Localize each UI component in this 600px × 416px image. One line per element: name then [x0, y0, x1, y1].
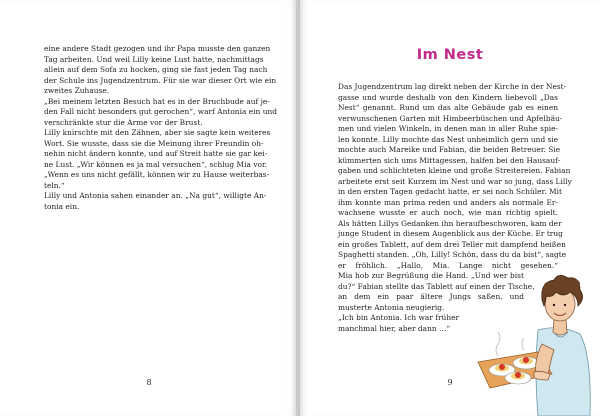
text-line: gaben und schlichteten kleine und große Streitereien. Fabian	[338, 166, 571, 175]
text-line: Nest“ genannt. Rund um das alte Gebäude gab es einen	[338, 103, 558, 112]
text-line: „Ich bin Antonia. Ich war früher	[338, 313, 460, 322]
text-line: verwunschenen Garten mit Himbeerbüschen und Apfelbäu-	[338, 113, 563, 123]
text-line: ein großes Tablett, auf dem drei Teller mit dampfend heißen	[338, 239, 566, 249]
text-line: er fröhlich. „Hallo, Mia. Lange nicht gesehen.“	[338, 260, 558, 270]
text-line: kümmerten sich ums Mittagessen, halfen bei den Hausauf-	[338, 155, 561, 165]
text-line: Wort. Sie wusste, dass sie die Meinung ihrer Freundin oh-	[44, 138, 264, 148]
chapter-title: Im Nest	[416, 47, 484, 63]
text-line: wachsene wusste er auch noch, wie man richtig spielt.	[338, 208, 558, 217]
text-line: „Wenn es uns nicht gefällt, können wir zu Hause weiterbas-	[44, 170, 270, 179]
left-page-number: 8	[146, 378, 152, 387]
text-line: an dem ein paar ältere Jungs saßen, und	[338, 292, 524, 301]
text-line: Tag arbeiten. Und weil Lilly keine Lust hatte, nachmittags	[44, 54, 264, 64]
text-line: Spaghetti standen. „Oh, Lilly! Schön, dass du da bist“, sagte	[338, 250, 567, 259]
left-page	[0, 0, 296, 416]
text-line: Das Jugendzentrum lag direkt neben der Kirche in der Nest-	[338, 82, 567, 91]
text-line: manchmal hier, aber dann …“	[338, 323, 451, 333]
right-page	[300, 0, 600, 416]
text-line: ihm konnte man prima reden und anders als normale Er-	[338, 197, 558, 207]
fabian-with-spaghetti-tray-illustration	[468, 270, 600, 416]
text-line: verschränkte stur die Arme vor der Brust.	[44, 117, 203, 127]
text-line: gasse und wurde deshalb von den Kindern liebevoll „Das	[338, 92, 558, 102]
text-line: mochte auch Mareike und Fabian, die beiden Betreuer. Sie	[338, 145, 561, 154]
text-line: Lilly und Antonia sahen einander an. „Na gut“, willigte An-	[44, 191, 267, 200]
text-line: Als hätten Lillys Gedanken ihn heraufbeschworen, kam der	[338, 218, 562, 228]
text-line: men und vielen Winkeln, in denen man in aller Ruhe spie-	[338, 124, 558, 133]
text-line: teln.“	[44, 180, 65, 190]
text-line: musterte Antonia neugierig.	[338, 302, 445, 312]
text-line: ne Lust. „Wir können es ja mal versuchen“, schlug Mia vor.	[44, 159, 268, 169]
text-line: den Fall nicht besonders gut gerochen“, warf Antonia ein und	[44, 107, 278, 116]
text-line: junge Student in diesem Augenblick aus der Küche. Er trug	[338, 229, 563, 238]
text-line: tonia ein.	[44, 201, 80, 211]
text-line: allein auf dem Sofa zu hocken, ging sie fast jeden Tag nach	[44, 65, 268, 74]
text-line: „Bei meinem letzten Besuch hat es in der Bruchbude auf je-	[44, 96, 270, 106]
right-page-number: 9	[447, 378, 453, 387]
text-line: zweites Zuhause.	[44, 86, 110, 95]
text-line: der Schule ins Jugendzentrum. Für sie war dieser Ort wie ein	[44, 75, 277, 85]
text-line: nehin nicht ändern konnte, und auf Streit hatte sie gar kei-	[44, 149, 268, 158]
text-line: eine andere Stadt gezogen und ihr Papa musste den ganzen	[44, 44, 271, 53]
text-line: len konnte. Lilly mochte das Nest unheimlich gern und sie	[338, 134, 559, 144]
text-line: du?“ Fabian stellte das Tablett auf einen der Tische,	[338, 281, 535, 291]
left-page-text	[44, 44, 278, 212]
text-line: Lilly knirschte mit den Zähnen, aber sie sagte kein weiteres	[44, 128, 271, 137]
text-line: in den ersten Tagen gedacht hatte, er sei noch Schüler. Mit	[338, 187, 563, 196]
text-line: arbeitete erst seit Kurzem im Nest und war so jung, dass Lilly	[338, 176, 572, 186]
text-line: Mia hob zur Begrüßung die Hand. „Und wer bist	[338, 271, 524, 280]
